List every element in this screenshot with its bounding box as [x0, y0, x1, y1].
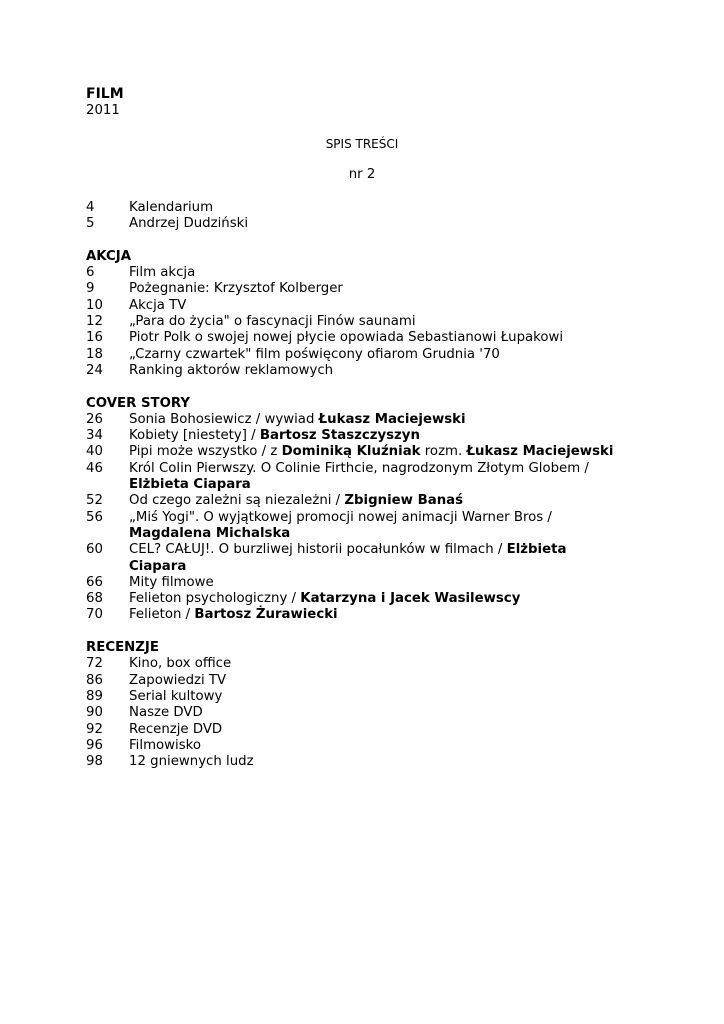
- toc-entry: [86, 265, 646, 281]
- toc-entry: [86, 689, 646, 705]
- entry-author: Elżbieta Ciapara: [129, 477, 251, 493]
- entry-page-number: 52: [86, 493, 103, 509]
- entry-author: Elżbieta: [506, 542, 567, 558]
- entry-text: [129, 591, 646, 607]
- entry-page-number: 5: [86, 216, 95, 232]
- entry-title-text: Felieton /: [129, 607, 195, 623]
- toc-entry: [86, 200, 646, 216]
- entry-title-text: rozm.: [420, 444, 467, 460]
- entry-page-number: 46: [86, 460, 103, 476]
- entry-indent: [86, 559, 129, 575]
- entry-text: [129, 575, 646, 591]
- entry-title-text: Nasze DVD: [129, 705, 203, 721]
- toc-entry: [86, 673, 646, 689]
- entry-page-number: 60: [86, 542, 103, 558]
- document-year: 2011: [86, 103, 120, 118]
- entry-page-number: 12: [86, 314, 103, 330]
- entry-title-text: Pożegnanie: Krzysztof Kolberger: [129, 281, 343, 297]
- toc-section: [86, 640, 646, 770]
- entry-title-text: Sonia Bohosiewicz / wywiad: [129, 411, 319, 427]
- entry-author: Ciapara: [129, 558, 187, 574]
- entry-page-number: 10: [86, 297, 103, 313]
- entry-indent: [86, 477, 129, 493]
- issue-number: nr 2: [348, 167, 376, 182]
- section-heading: COVER STORY: [86, 395, 191, 411]
- entry-text: [129, 542, 646, 558]
- entry-title-text: „Para do życia" o fascynacji Finów saunami: [129, 314, 416, 330]
- toc-sections: [86, 200, 646, 787]
- entry-title-text: Kobiety [niestety] /: [129, 428, 260, 444]
- toc-entry: [86, 705, 646, 721]
- entry-page-number: 40: [86, 444, 103, 460]
- entry-page-number: 4: [86, 200, 95, 215]
- entry-text: [129, 493, 646, 509]
- entry-text: [129, 314, 646, 330]
- entry-title-text: Mity filmowe: [129, 574, 214, 590]
- entry-title-text: Ranking aktorów reklamowych: [129, 362, 334, 378]
- entry-indent: [86, 526, 129, 542]
- entry-page-number: 70: [86, 607, 103, 623]
- entry-title-text: Kino, box office: [129, 656, 232, 672]
- entry-text: [129, 216, 646, 232]
- entry-author: Dominiką Kluźniak: [281, 444, 421, 460]
- entry-page-number: 86: [86, 672, 103, 688]
- entry-title-text: Kalendarium: [129, 200, 214, 215]
- entry-page-number: 26: [86, 411, 103, 427]
- entry-text: [129, 281, 646, 297]
- entry-text: [129, 412, 646, 428]
- section-heading: AKCJA: [86, 248, 131, 264]
- entry-page-number: 90: [86, 705, 103, 721]
- toc-entry-continuation: [86, 559, 646, 575]
- entry-title-text: „Czarny czwartek" film poświęcony ofiarom Grudnia '70: [129, 346, 500, 362]
- entry-title-text: Akcja TV: [129, 297, 187, 313]
- toc-section: [86, 200, 646, 233]
- toc-entry: [86, 722, 646, 738]
- entry-text: [129, 265, 646, 281]
- entry-author: Magdalena Michalska: [129, 525, 291, 541]
- entry-page-number: 56: [86, 509, 103, 525]
- toc-entry: [86, 428, 646, 444]
- entry-text: [129, 738, 646, 754]
- toc-entry: [86, 493, 646, 509]
- entry-page-number: 92: [86, 721, 103, 737]
- document-title: FILM: [86, 86, 124, 102]
- toc-entry: [86, 575, 646, 591]
- entry-title-text: „Miś Yogi". O wyjątkowej promocji nowej animacji Warner Bros /: [129, 509, 552, 525]
- entry-text: [129, 363, 646, 379]
- toc-entry: [86, 330, 646, 346]
- entry-text: [129, 330, 646, 346]
- entry-text: [129, 559, 646, 575]
- entry-title-text: Od czego zależni są niezależni /: [129, 493, 345, 509]
- entry-page-number: 72: [86, 656, 103, 672]
- toc-entry: [86, 216, 646, 232]
- entry-author: Katarzyna i Jacek Wasilewscy: [300, 591, 521, 607]
- entry-author: Zbigniew Banaś: [344, 493, 464, 509]
- entry-title-text: 12 gniewnych ludz: [129, 754, 254, 770]
- entry-text: [129, 347, 646, 363]
- entry-page-number: 24: [86, 362, 103, 378]
- entry-page-number: 34: [86, 428, 103, 444]
- entry-title-text: Felieton psychologiczny /: [129, 591, 301, 607]
- toc-title: SPIS TREŚCI: [325, 137, 399, 151]
- document-page: [86, 86, 646, 770]
- entry-author: Łukasz Maciejewski: [466, 444, 614, 460]
- entry-author: Łukasz Maciejewski: [318, 411, 466, 427]
- entry-title-text: Piotr Polk o swojej nowej płycie opowiada Sebastianowi Łupakowi: [129, 330, 564, 346]
- toc-entry: [86, 347, 646, 363]
- entry-text: [129, 689, 646, 705]
- entry-page-number: 66: [86, 574, 103, 590]
- entry-text: [129, 477, 646, 493]
- entry-title-text: Pipi może wszystko / z: [129, 444, 282, 460]
- entry-author: Bartosz Żurawiecki: [194, 607, 338, 623]
- toc-entry: [86, 363, 646, 379]
- entry-text: [129, 200, 646, 216]
- entry-text: [129, 298, 646, 314]
- toc-entry: [86, 314, 646, 330]
- entry-page-number: 68: [86, 591, 103, 607]
- toc-entry: [86, 281, 646, 297]
- entry-text: [129, 526, 646, 542]
- entry-page-number: 6: [86, 265, 95, 281]
- entry-text: [129, 510, 646, 526]
- entry-title-text: Zapowiedzi TV: [129, 672, 227, 688]
- entry-text: [129, 428, 646, 444]
- entry-text: [129, 754, 646, 770]
- toc-entry: [86, 542, 646, 558]
- entry-text: [129, 461, 646, 477]
- entry-title-text: Andrzej Dudziński: [129, 216, 249, 232]
- entry-title-text: Recenzje DVD: [129, 721, 223, 737]
- entry-text: [129, 705, 646, 721]
- entry-page-number: 18: [86, 346, 103, 362]
- entry-page-number: 96: [86, 737, 103, 753]
- toc-entry: [86, 412, 646, 428]
- toc-entry: [86, 510, 646, 526]
- toc-section: [86, 396, 646, 624]
- entry-text: [129, 673, 646, 689]
- toc-entry-continuation: [86, 526, 646, 542]
- entry-page-number: 98: [86, 754, 103, 770]
- entry-title-text: Serial kultowy: [129, 688, 223, 704]
- toc-section: [86, 249, 646, 379]
- entry-page-number: 9: [86, 281, 95, 297]
- section-heading: RECENZJE: [86, 640, 159, 656]
- toc-entry: [86, 444, 646, 460]
- entry-title-text: CEL? CAŁUJ!. O burzliwej historii pocałunków w filmach /: [129, 542, 507, 558]
- toc-entry: [86, 591, 646, 607]
- entry-author: Bartosz Staszczyszyn: [259, 428, 420, 444]
- entry-text: [129, 656, 646, 672]
- entry-text: [129, 444, 646, 460]
- entry-title-text: Film akcja: [129, 265, 196, 281]
- toc-entry-continuation: [86, 477, 646, 493]
- entry-page-number: 16: [86, 330, 103, 346]
- toc-entry: [86, 298, 646, 314]
- toc-entry: [86, 738, 646, 754]
- toc-entry: [86, 461, 646, 477]
- entry-title-text: Król Colin Pierwszy. O Colinie Firthcie, nagrodzonym Złotym Globem /: [129, 460, 589, 476]
- entry-title-text: Filmowisko: [129, 737, 202, 753]
- entry-text: [129, 607, 646, 623]
- toc-entry: [86, 607, 646, 623]
- toc-entry: [86, 754, 646, 770]
- toc-entry: [86, 656, 646, 672]
- entry-text: [129, 722, 646, 738]
- entry-page-number: 89: [86, 688, 103, 704]
